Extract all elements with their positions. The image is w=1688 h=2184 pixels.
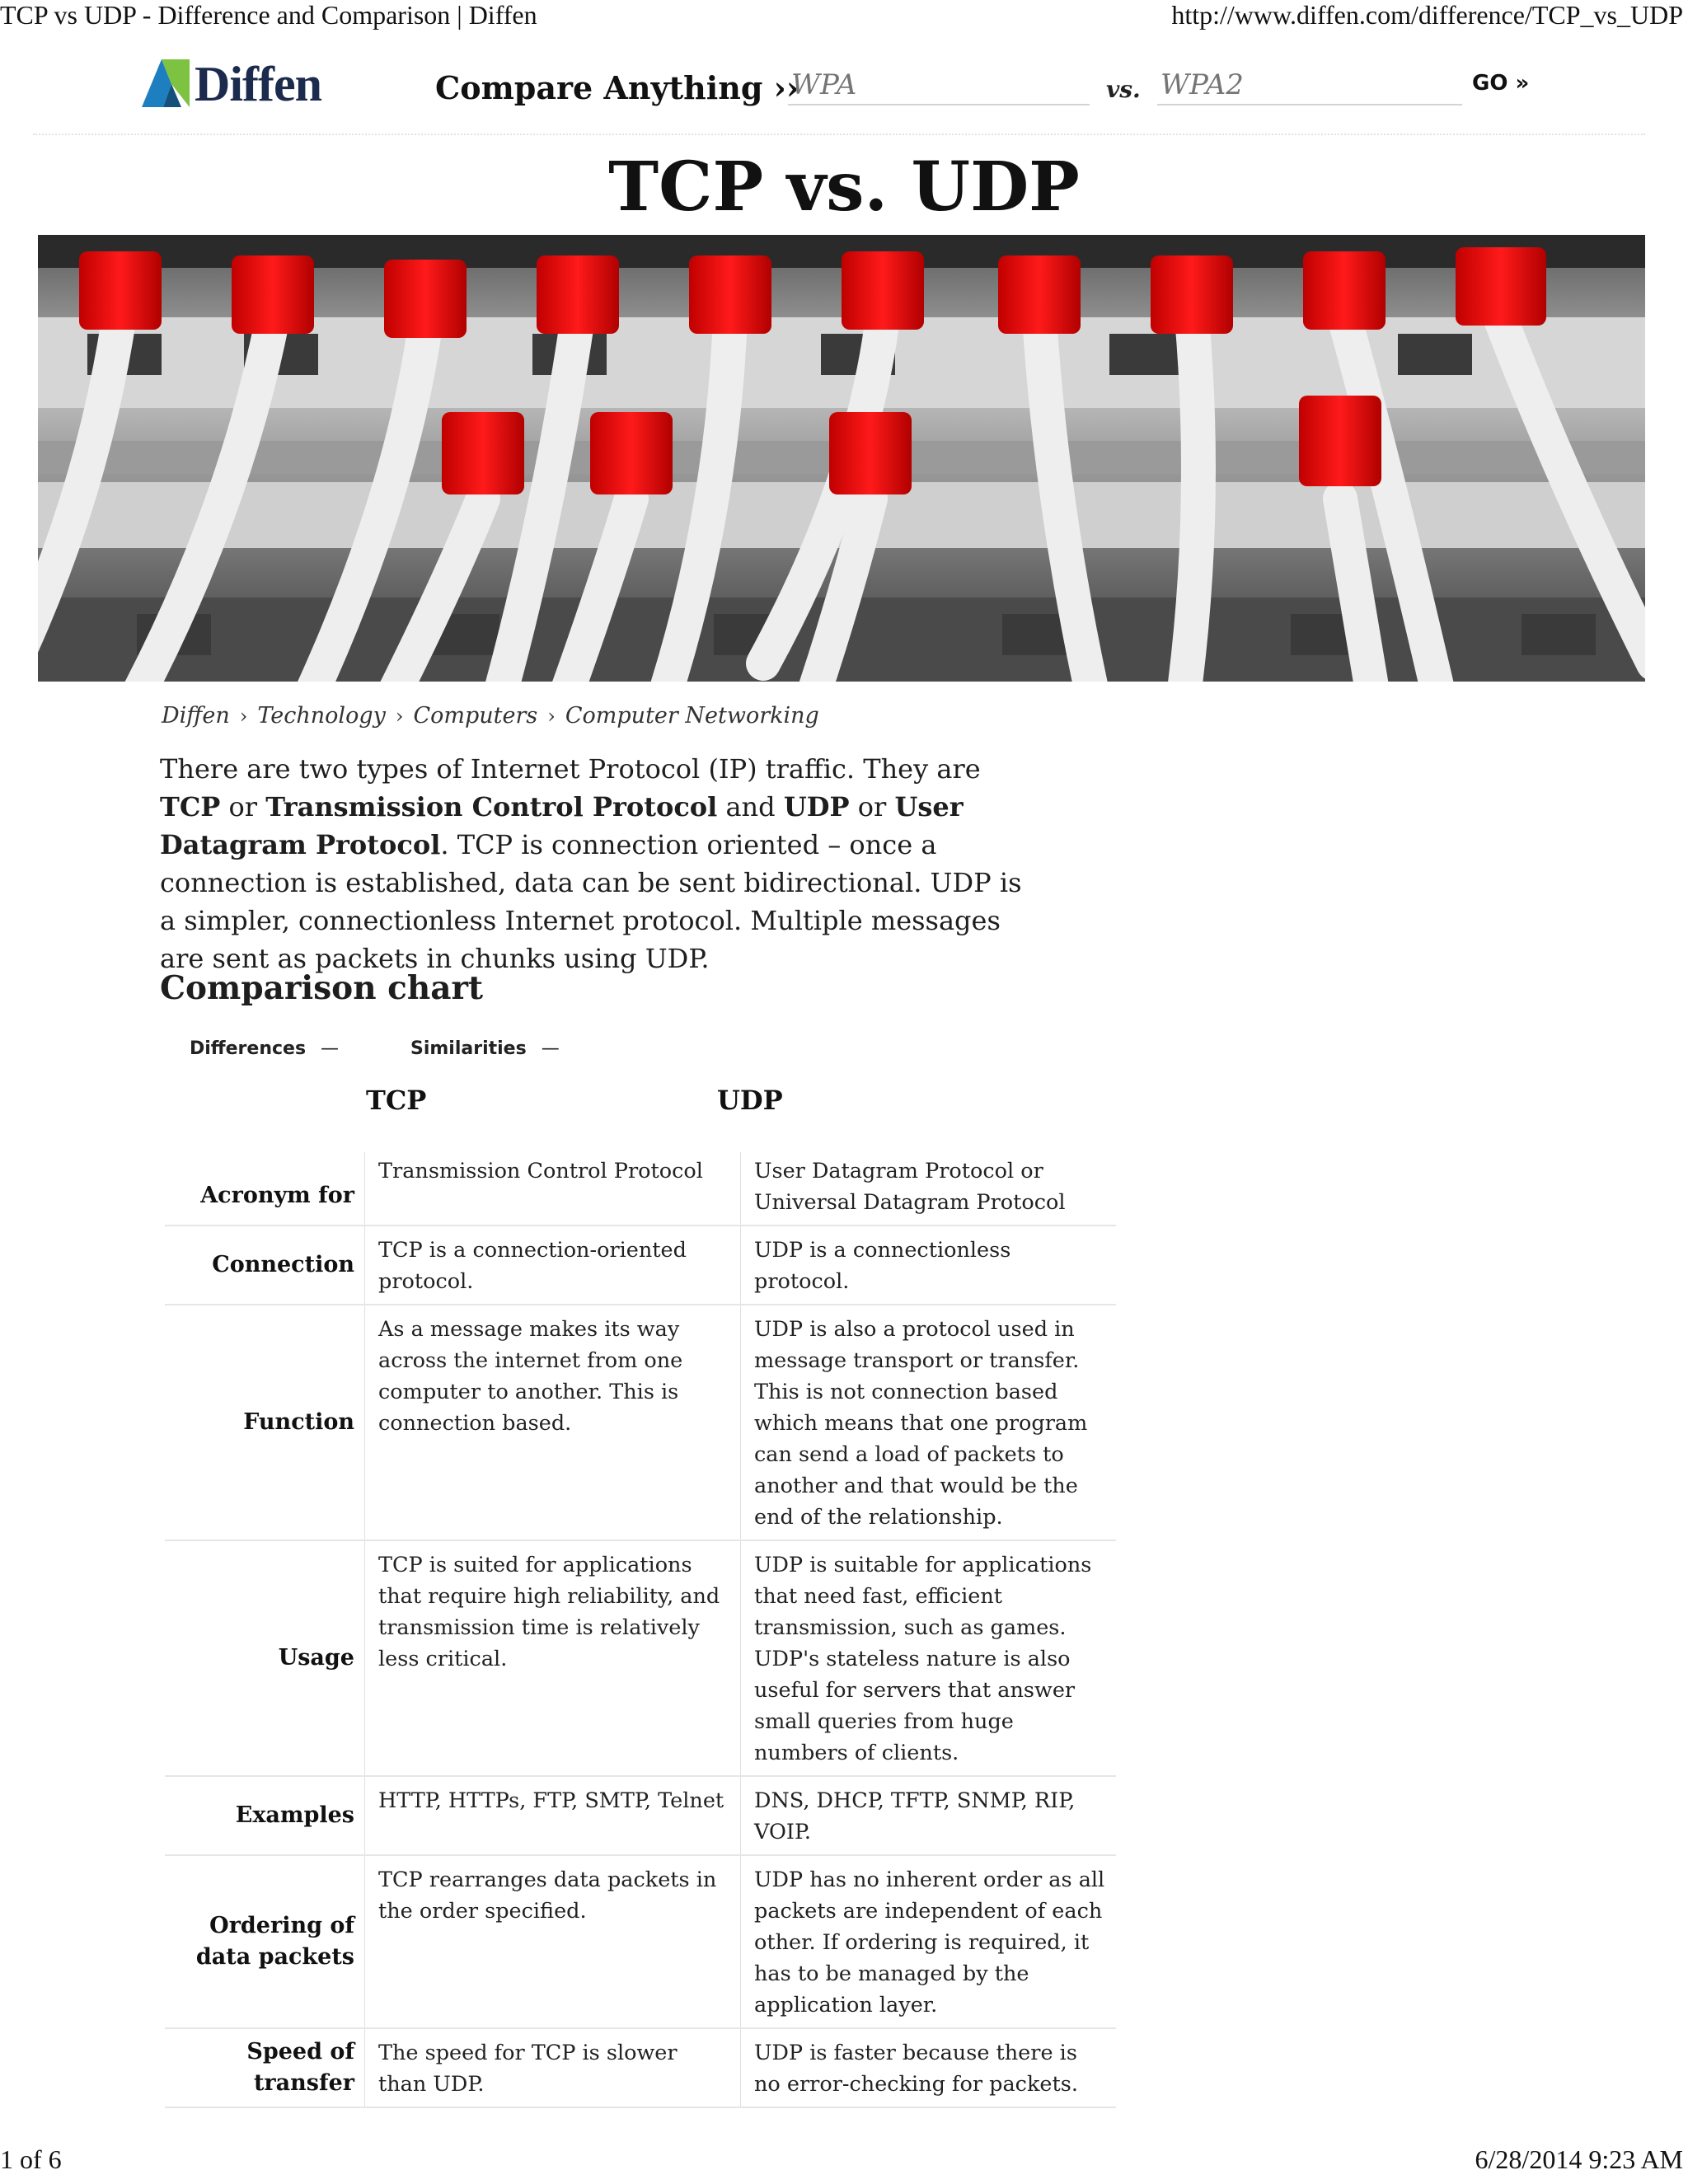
diffen-logo[interactable]	[138, 56, 345, 110]
row-label-examples: Examples	[235, 1802, 354, 1828]
tcp-cell: TCP rearranges data packets in the order specified.	[365, 1855, 741, 2028]
row-label-connection: Connection	[212, 1252, 354, 1277]
similarities-toggle[interactable]	[410, 1038, 560, 1059]
differences-toggle[interactable]	[190, 1038, 339, 1059]
vs-label: vs.	[1106, 76, 1141, 103]
term-udp: UDP	[783, 791, 850, 823]
header-divider	[33, 134, 1645, 135]
breadcrumb-link-diffen[interactable]: Diffen	[162, 703, 230, 729]
compare-item-2-input[interactable]	[1157, 69, 1462, 105]
table-row	[165, 1152, 1116, 1226]
diffen-logo-icon	[138, 56, 190, 109]
table-row	[165, 1305, 1116, 1540]
term-udp-full: User Datagram Protocol	[160, 791, 964, 860]
tcp-cell: TCP is a connection-oriented protocol.	[365, 1226, 741, 1305]
differences-label: Differences	[190, 1038, 307, 1059]
table-row	[165, 1226, 1116, 1305]
breadcrumb-link-computers[interactable]: Computers	[413, 703, 538, 729]
table-row	[165, 1855, 1116, 2028]
comparison-table	[165, 1152, 1116, 2108]
breadcrumb	[162, 703, 819, 729]
logo-wordmark: Diffen	[195, 57, 321, 111]
column-header-udp: UDP	[717, 1085, 783, 1116]
compare-item-1-input[interactable]	[788, 69, 1090, 105]
similarities-label: Similarities	[410, 1038, 527, 1059]
print-page-title: TCP vs UDP - Difference and Comparison | Diffen	[0, 0, 537, 30]
term-tcp: TCP	[160, 791, 221, 823]
print-datetime: 6/28/2014 9:23 AM	[1475, 2144, 1683, 2174]
comparison-chart-heading: Comparison chart	[160, 969, 484, 1007]
tcp-cell: The speed for TCP is slower than UDP.	[365, 2028, 741, 2107]
term-tcp-full: Transmission Control Protocol	[265, 791, 718, 823]
tcp-cell: Transmission Control Protocol	[365, 1152, 741, 1226]
udp-cell: UDP is also a protocol used in message transport or transfer. This is not connection based which means that one program can send a load of packets to another and that would be the end of the relationship.	[741, 1305, 1117, 1540]
row-label-speed: Speed of transfer	[246, 2039, 354, 2096]
network-cables-image	[38, 235, 1645, 682]
breadcrumb-link-technology[interactable]: Technology	[257, 703, 386, 729]
column-header-tcp: TCP	[366, 1085, 427, 1116]
udp-cell: UDP is faster because there is no error-checking for packets.	[741, 2028, 1117, 2107]
tcp-cell: TCP is suited for applications that require high reliability, and transmission time is relatively less critical.	[365, 1540, 741, 1776]
row-label-ordering: Ordering of data packets	[195, 1913, 354, 1970]
udp-cell: UDP has no inherent order as all packets are independent of each other. If ordering is required, it has to be managed by the application layer.	[741, 1855, 1117, 2028]
table-row	[165, 2028, 1116, 2107]
differences-dash-icon: —	[321, 1038, 340, 1059]
tcp-cell: HTTP, HTTPs, FTP, SMTP, Telnet	[365, 1776, 741, 1855]
go-button[interactable]: GO »	[1472, 71, 1530, 96]
tcp-cell: As a message makes its way across the internet from one computer to another. This is connection based.	[365, 1305, 741, 1540]
breadcrumb-separator-icon: ›	[395, 705, 404, 728]
row-label-function: Function	[243, 1409, 354, 1435]
compare-anything-label: Compare Anything ››	[435, 69, 799, 106]
page-title: TCP vs. UDP	[608, 148, 1080, 227]
similarities-dash-icon: —	[541, 1038, 560, 1059]
breadcrumb-separator-icon: ›	[239, 705, 248, 728]
udp-cell: User Datagram Protocol or Universal Datagram Protocol	[741, 1152, 1117, 1226]
row-label-acronym: Acronym for	[200, 1183, 354, 1208]
breadcrumb-separator-icon: ›	[547, 705, 556, 728]
intro-paragraph: There are two types of Internet Protocol (IP) traffic. They are TCP or Transmission Control Protocol and UDP or User Datagram Protocol. TCP is connection oriented – once a connection is established, data can be sent bidirectional. UDP is a simpler, connectionless Internet protocol. Multiple messages are sent as packets in chunks using UDP.	[160, 753, 1022, 974]
table-row	[165, 1776, 1116, 1855]
udp-cell: UDP is suitable for applications that need fast, efficient transmission, such as games. UDP's stateless nature is also useful for servers that answer small queries from huge numbers of clients.	[741, 1540, 1117, 1776]
udp-cell: DNS, DHCP, TFTP, SNMP, RIP, VOIP.	[741, 1776, 1117, 1855]
print-page-number: 1 of 6	[0, 2144, 62, 2174]
print-page-url: http://www.diffen.com/difference/TCP_vs_UDP	[1171, 0, 1683, 30]
table-row	[165, 1540, 1116, 1776]
breadcrumb-link-computer-networking[interactable]: Computer Networking	[565, 703, 819, 729]
udp-cell: UDP is a connectionless protocol.	[741, 1226, 1117, 1305]
row-label-usage: Usage	[278, 1645, 354, 1671]
hero-image	[38, 235, 1645, 682]
